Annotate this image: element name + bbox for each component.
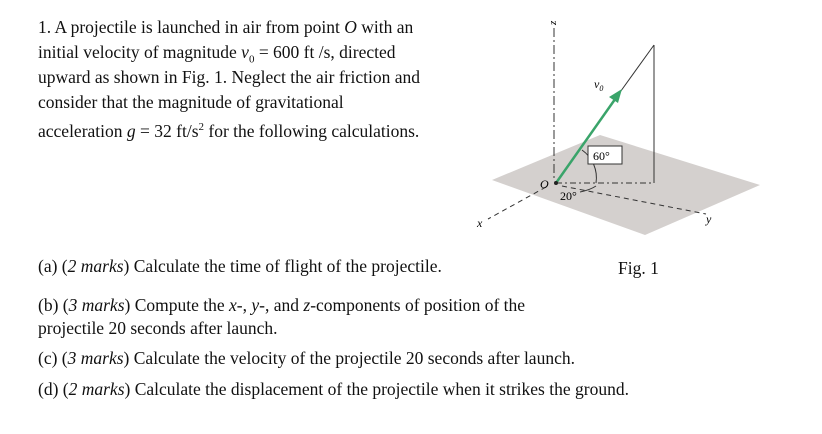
- z-axis-label: z: [547, 20, 559, 25]
- x-axis: [488, 187, 546, 219]
- question-a: (a) (2 marks) Calculate the time of flight of the projectile.: [38, 256, 442, 276]
- statement-line-5: acceleration g = 32 $ft/s^2$ for the following calculations.: [38, 120, 420, 141]
- origin-point: [554, 181, 558, 185]
- y-axis-label: y: [706, 212, 712, 226]
- velocity-arrowhead: [609, 89, 622, 103]
- statement-line-2: initial velocity of magnitude $v_0 = 600$ ft /s, directed: [38, 42, 396, 66]
- guide-line: [618, 45, 654, 95]
- problem-statement: [38, 15, 420, 140]
- statement-line-4: consider that the magnitude of gravitational: [38, 92, 344, 112]
- elevation-angle-label: 60°: [593, 149, 610, 163]
- velocity-label: $v_0$: [594, 77, 604, 93]
- statement-line-3: upward as shown in Fig. 1. Neglect the air friction and: [38, 67, 420, 87]
- problem-number: 1.: [38, 17, 52, 37]
- question-d: (d) (2 marks) Calculate the displacement of the projectile when it strikes the ground.: [38, 379, 629, 399]
- statement-line-1: 1. A projectile is launched in air from point O with an: [38, 17, 414, 37]
- figure-1: [470, 0, 770, 250]
- question-c: (c) (3 marks) Calculate the velocity of the projectile 20 seconds after launch.: [38, 348, 575, 368]
- question-b-line-1: (b) (3 marks) Compute the x-, y-, and z-components of position of the: [38, 295, 526, 315]
- azimuth-angle-label: 20°: [560, 189, 577, 203]
- x-axis-label: x: [477, 216, 483, 230]
- question-b-line-2: projectile 20 seconds after launch.: [38, 318, 278, 338]
- figure-caption: Fig. 1: [618, 258, 659, 278]
- question-b: [38, 294, 525, 340]
- origin-label: O: [540, 177, 549, 191]
- ground-plane: [492, 135, 760, 235]
